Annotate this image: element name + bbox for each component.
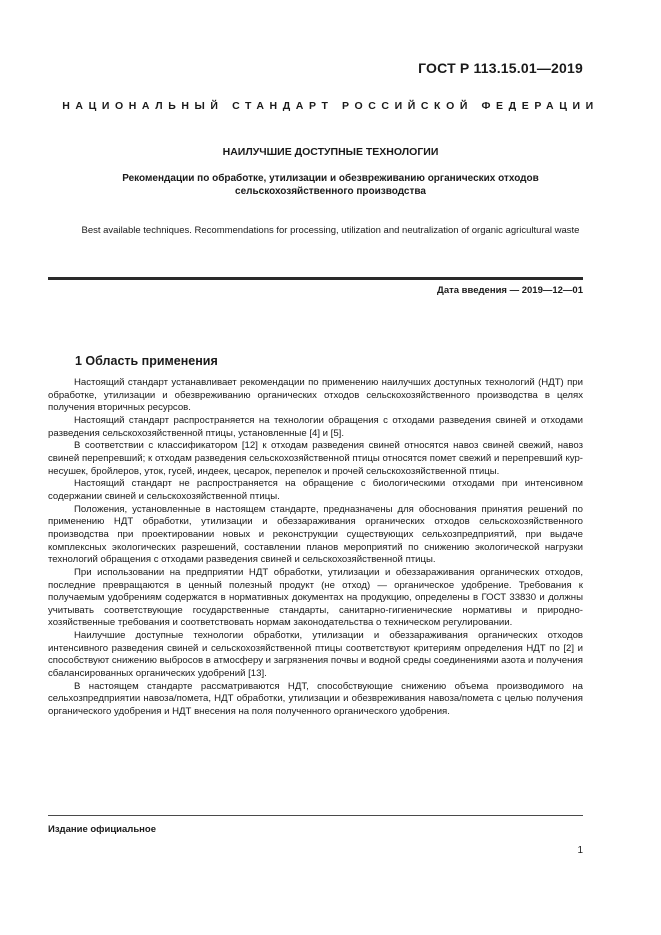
document-title: НАИЛУЧШИЕ ДОСТУПНЫЕ ТЕХНОЛОГИИ [222,146,439,158]
paragraph: Настоящий стандарт не распространяется на обращение с биологическими отходами при интенсивном содержании свиней и сельскохозяйственной птицы. [48,478,583,502]
document-english-title: Best available techniques. Recommendations for processing, utilization and neutralization of organic agricultural waste [81,225,580,236]
paragraph: В настоящем стандарте рассматриваются НДТ, способствующие снижению объема производимого на сельхозпредприятии навоза/помета, НДТ обработки, утилизации и обезвреживания навоза/помета с целью получения органического удобрения и НДТ внесения на поля полученного органического удобрения. [48,680,583,718]
paragraph: Положения, установленные в настоящем стандарте, предназначены для обоснования принятия решений по применению НДТ обработки, утилизации и обеззараживания органических отходов сельскохозяйственного производства при проектировании новых и реконструкции существующих сельхозпредприятий, при выдаче комплексных экологических разрешений, составлении планов мероприятий по снижению экологической нагрузки технологий обращения с отходами разведения свиней и сельскохозяйственной птицы. [48,503,583,566]
page-number: 1 [577,845,583,856]
section-body [48,377,583,719]
paragraph: Наилучшие доступные технологии обработки, утилизации и обеззараживания органических отходов интенсивного разведения свиней и сельскохозяйственной птицы соответствуют критериям определения НДТ по [2] и способствуют снижению выбросов в атмосферу и загрязнения почвы и водной среды соединениями азота и получения сбалансированных органических удобрений [13]. [48,630,583,680]
document-subtitle: Рекомендации по обработке, утилизации и обезвреживанию органических отходов сельскохозяйственного производства [122,173,539,197]
paragraph: В соответствии с классификатором [12] к отходам разведения свиней относятся навоз свиней свежий, навоз свиней перепревший; к отходам разведения сельскохозяйственной птицы относятся помет свежий и перепревший кур-несушек, бройлеров, уток, гусей, индеек, цесарок, перепелок и прочей сельскохозяйственной птицы. [48,440,583,477]
header-divider [48,277,583,280]
official-edition-label: Издание официальное [48,824,156,835]
paragraph: При использовании на предприятии НДТ обработки, утилизации и обеззараживания органических отходов, последние превращаются в ценный полезный продукт (не отход) — органическое удобрение. Требования к получаемым удобрениям содержатся в нормативных документах на продукцию, определены в ГОСТ 33830 и должны учитывать соответствующие государственные стандарты, санитарно-гигиенические нормативы и природно-хозяйственные требования и соответствовать нормам законодательства о техническом регулировании. [48,566,583,629]
footer-divider [48,815,583,816]
introduction-date: Дата введения — 2019—12—01 [437,285,583,296]
document-code: ГОСТ Р 113.15.01—2019 [418,60,583,76]
paragraph: Настоящий стандарт распространяется на технологии обращения с отходами разведения свиней и отходами разведения сельскохозяйственной птицы, установленные [4] и [5]. [48,414,583,439]
paragraph: Настоящий стандарт устанавливает рекомендации по применению наилучших доступных технологий (НДТ) при обработке, утилизации и обезвреживанию органических отходов сельскохозяйственного производства в целях получения вторичных ресурсов. [48,377,583,414]
section-heading: 1 Область применения [75,354,218,368]
national-standard-heading: НАЦИОНАЛЬНЫЙ СТАНДАРТ РОССИЙСКОЙ ФЕДЕРАЦИИ [62,100,599,112]
